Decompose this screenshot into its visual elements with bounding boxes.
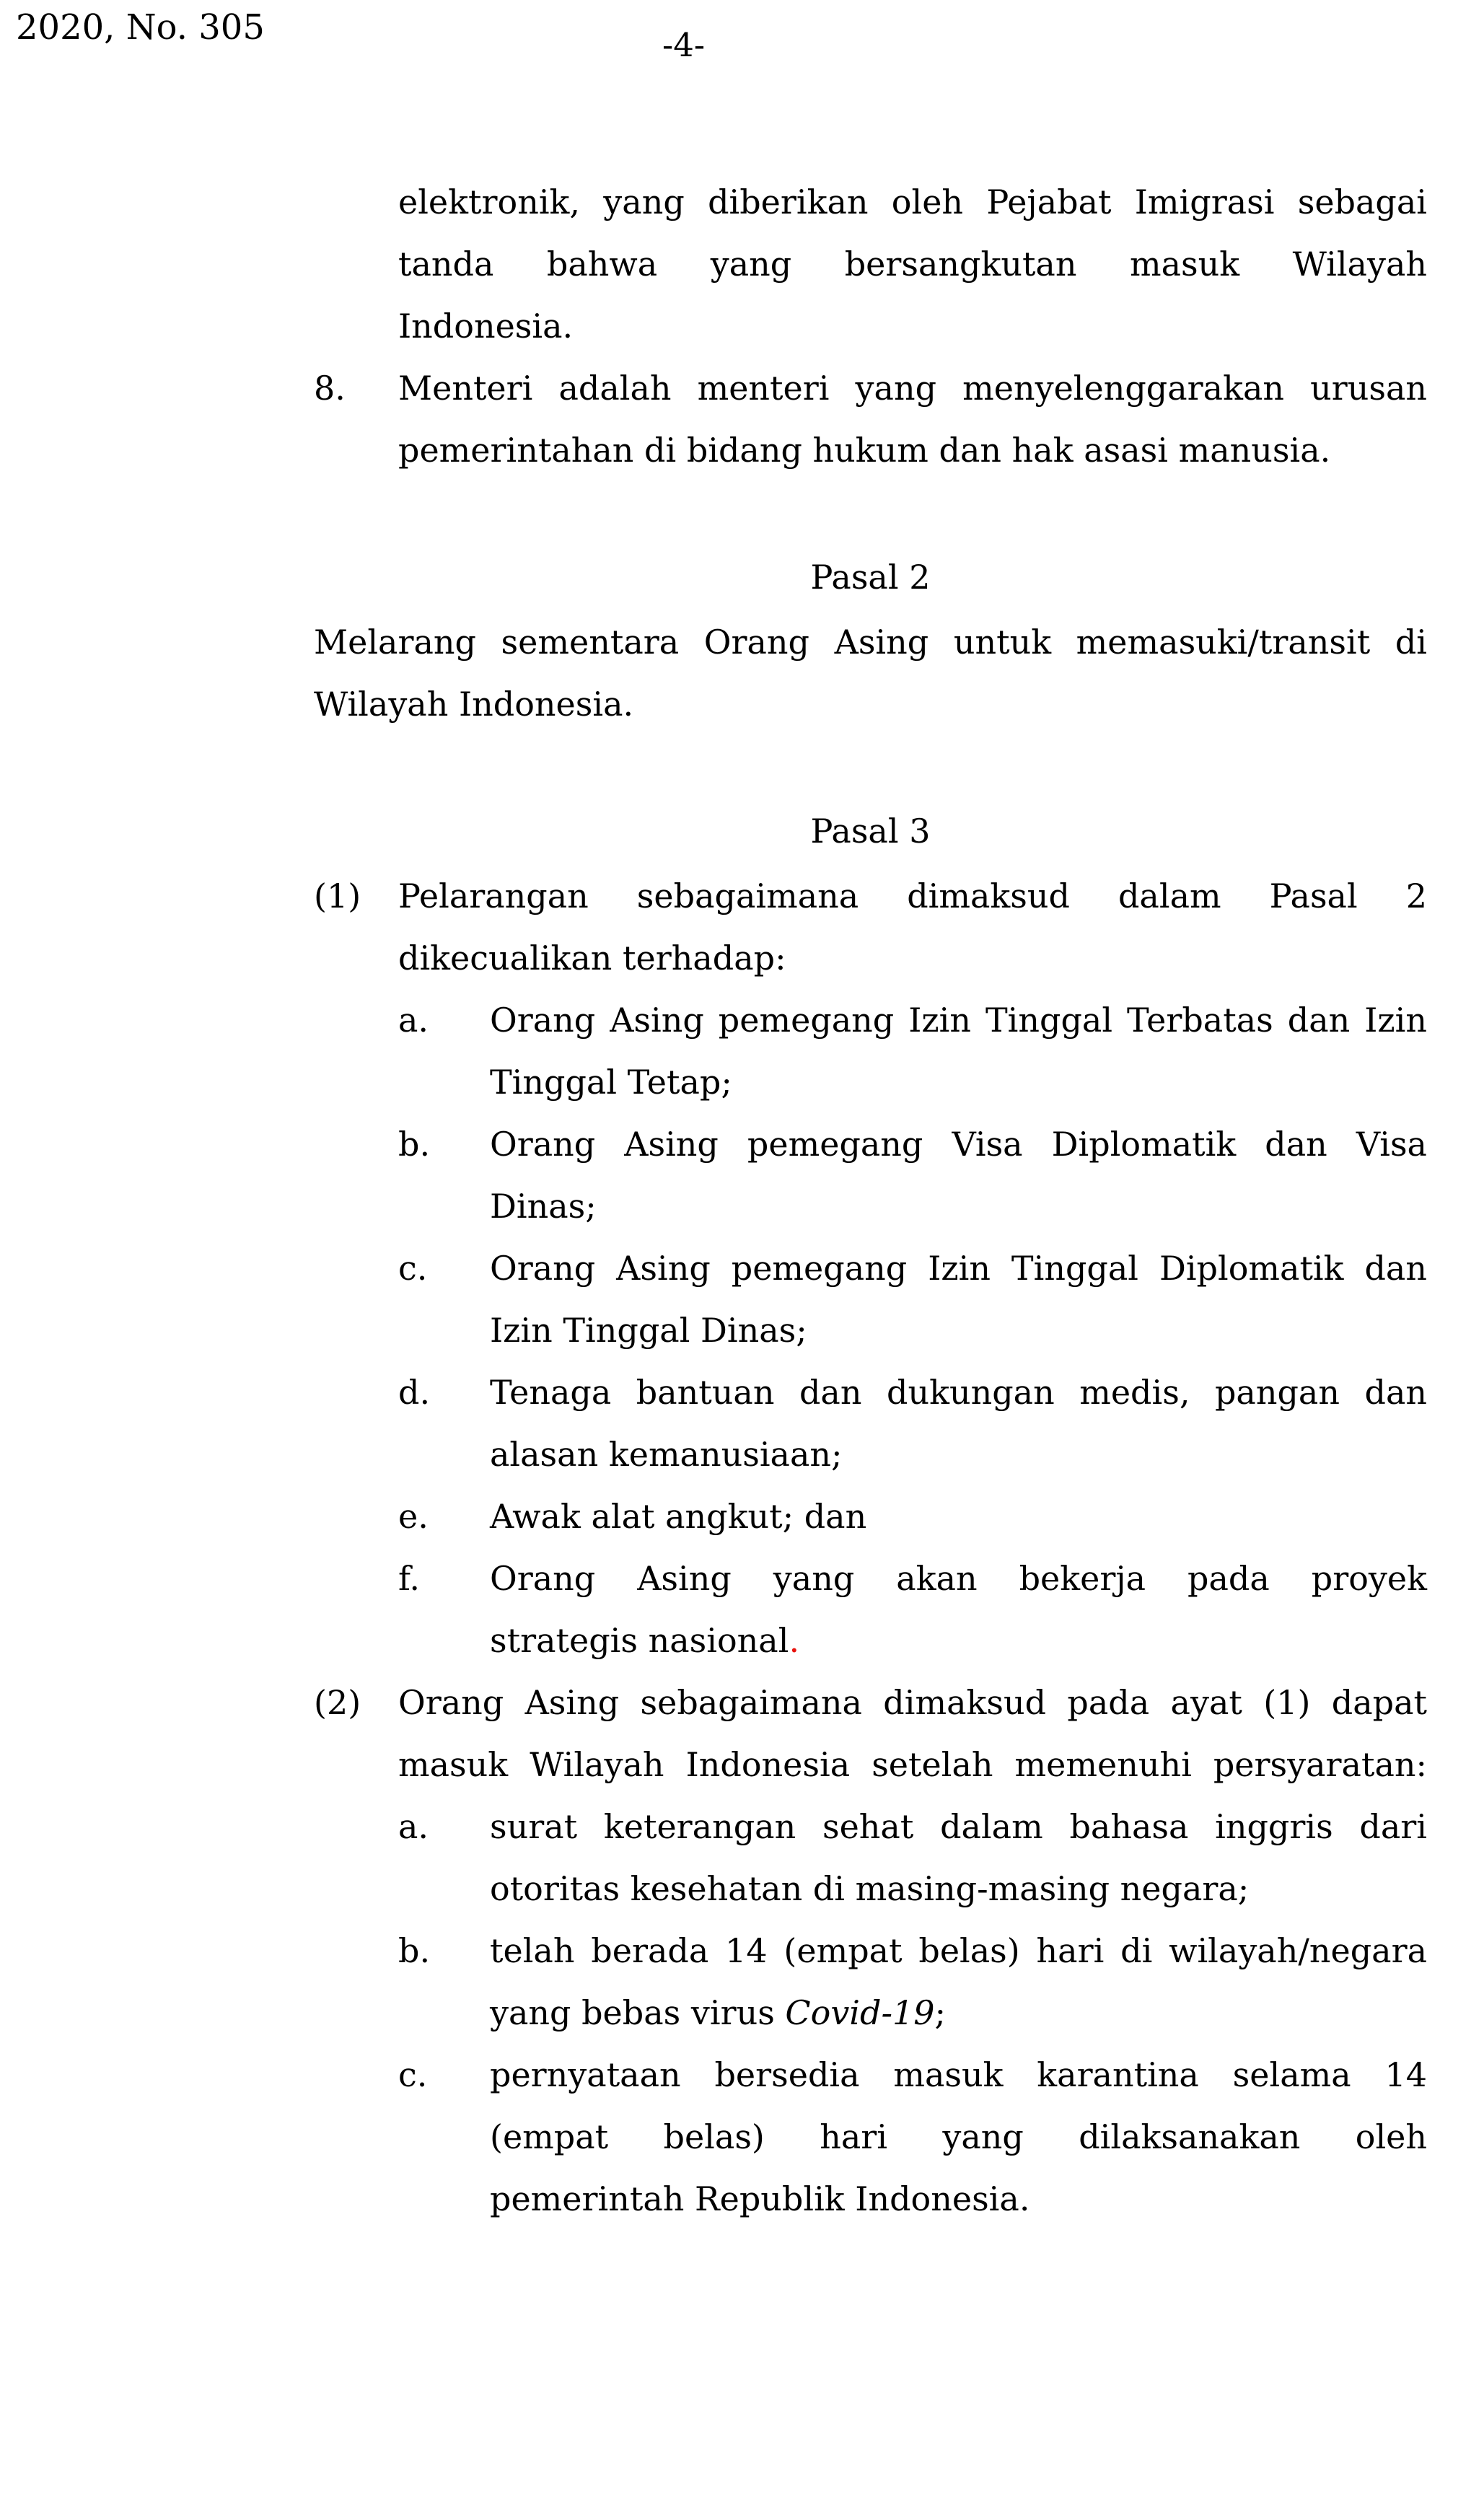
- text-line: Wilayah Indonesia.: [314, 685, 634, 724]
- italic-text: Covid-19: [785, 1993, 935, 2032]
- list-marker: f.: [398, 1559, 421, 1598]
- text-segment: yang bebas virus: [490, 1993, 786, 2032]
- item-text: [490, 1485, 1427, 1547]
- page-number: -4-: [662, 26, 706, 64]
- item-text: [398, 865, 1427, 989]
- list-item: [398, 1113, 1427, 1237]
- text-segment: ;: [934, 1993, 947, 2032]
- item-text: [490, 989, 1427, 1113]
- list-marker: b.: [398, 1125, 431, 1164]
- text-line: Orang Asing pemegang Visa Diplomatik dan Visa: [490, 1125, 1427, 1164]
- text-line: Menteri adalah menteri yang menyelenggarakan urusan: [398, 369, 1427, 408]
- paragraph: [314, 611, 1427, 735]
- text-line: Orang Asing pemegang Izin Tinggal Diplomatik dan: [490, 1249, 1427, 1288]
- text-line: Pelarangan sebagaimana dimaksud dalam Pasal 2: [398, 877, 1427, 915]
- list-item: [398, 2044, 1427, 2230]
- paragraph: [398, 171, 1427, 357]
- list-marker: a.: [398, 1807, 429, 1846]
- list-marker: c.: [398, 2055, 428, 2094]
- text-line: Orang Asing sebagaimana dimaksud pada ayat (1) dapat: [398, 1683, 1427, 1722]
- red-period: .: [789, 1621, 800, 1660]
- list-item: [398, 1547, 1427, 1672]
- section-heading: Pasal 3: [810, 812, 931, 851]
- list-marker: c.: [398, 1249, 428, 1288]
- list-marker: 8.: [314, 369, 346, 408]
- item-text: [490, 1361, 1427, 1485]
- item-text: [398, 1672, 1427, 1796]
- text-line: alasan kemanusiaan;: [490, 1435, 843, 1474]
- item-text: [490, 1237, 1427, 1361]
- document-body: [314, 171, 1427, 2230]
- text-line: Tenaga bantuan dan dukungan medis, pangan dan: [490, 1373, 1427, 1412]
- text-line: [490, 1982, 1427, 2044]
- list-marker: (1): [314, 877, 361, 915]
- list-item: [398, 1237, 1427, 1361]
- item-text: [490, 2044, 1427, 2230]
- text-line: Izin Tinggal Dinas;: [490, 1311, 807, 1350]
- text-line: pernyataan bersedia masuk karantina selama 14: [490, 2055, 1427, 2094]
- item-text: [490, 1920, 1427, 2044]
- list-marker: a.: [398, 1001, 429, 1040]
- item-text: [490, 1547, 1427, 1672]
- text-line: Awak alat angkut; dan: [490, 1497, 867, 1536]
- item-text: [398, 357, 1427, 481]
- list-item: [398, 1361, 1427, 1485]
- text-line: Tinggal Tetap;: [490, 1063, 732, 1102]
- text-segment: strategis nasional: [490, 1621, 789, 1660]
- list-marker: (2): [314, 1683, 361, 1722]
- text-line: tanda bahwa yang bersangkutan masuk Wilayah: [398, 245, 1427, 284]
- text-line: telah berada 14 (empat belas) hari di wilayah/negara: [490, 1931, 1427, 1970]
- list-item: [314, 865, 1427, 989]
- list-marker: b.: [398, 1931, 431, 1970]
- issue-number: 2020, No. 305: [16, 7, 265, 48]
- text-line: elektronik, yang diberikan oleh Pejabat Imigrasi sebagai: [398, 183, 1427, 221]
- text-line: [490, 1609, 1427, 1672]
- list-item: [398, 989, 1427, 1113]
- list-item: [398, 1796, 1427, 1920]
- text-line: Melarang sementara Orang Asing untuk memasuki/transit di: [314, 623, 1427, 662]
- list-marker: e.: [398, 1497, 429, 1536]
- text-line: pemerintahan di bidang hukum dan hak asasi manusia.: [398, 431, 1331, 470]
- text-line: Indonesia.: [398, 307, 574, 346]
- text-line: pemerintah Republik Indonesia.: [490, 2179, 1030, 2218]
- text-line: masuk Wilayah Indonesia setelah memenuhi persyaratan:: [398, 1745, 1427, 1784]
- list-item: [314, 1672, 1427, 1796]
- list-item: [314, 357, 1427, 481]
- text-line: dikecualikan terhadap:: [398, 939, 786, 978]
- item-text: [490, 1113, 1427, 1237]
- text-line: surat keterangan sehat dalam bahasa inggris dari: [490, 1807, 1427, 1846]
- list-item: [398, 1920, 1427, 2044]
- text-line: Orang Asing pemegang Izin Tinggal Terbatas dan Izin: [490, 1001, 1427, 1040]
- text-line: (empat belas) hari yang dilaksanakan oleh: [490, 2117, 1427, 2156]
- text-line: Orang Asing yang akan bekerja pada proyek: [490, 1559, 1427, 1598]
- item-text: [490, 1796, 1427, 1920]
- section-heading: Pasal 2: [810, 558, 931, 597]
- list-marker: d.: [398, 1373, 431, 1412]
- text-line: Dinas;: [490, 1187, 597, 1226]
- text-line: otoritas kesehatan di masing-masing negara;: [490, 1869, 1250, 1908]
- list-item: [398, 1485, 1427, 1547]
